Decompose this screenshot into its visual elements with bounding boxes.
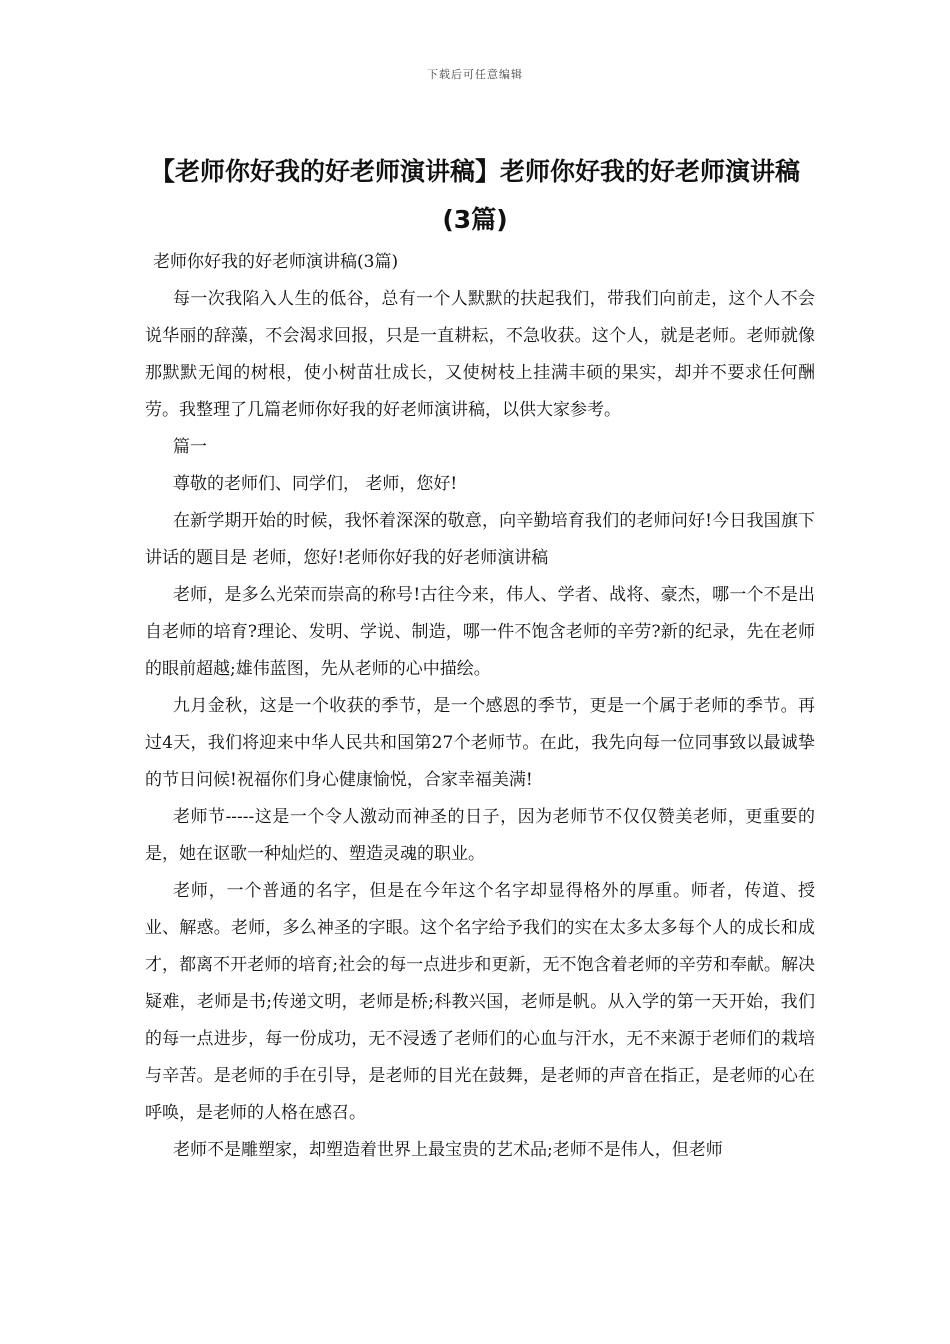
- header-note: 下载后可任意编辑: [427, 68, 523, 81]
- document-body: [145, 244, 815, 1169]
- paragraph: 在新学期开始的时候，我怀着深深的敬意，向辛勤培育我们的老师问好!今日我国旗下讲话的题目是 老师，您好!老师你好我的好老师演讲稿: [145, 511, 815, 568]
- paragraph-salutation: 尊敬的老师们、同学们， 老师，您好!: [173, 474, 458, 494]
- paragraph: 老师，是多么光荣而崇高的称号!古往今来，伟人、学者、战将、豪杰，哪一个不是出自老师的培育?理论、发明、学说、制造，哪一件不饱含老师的辛劳?新的纪录，先在老师的眼前超越;雄伟蓝图，先从老师的心中描绘。: [145, 585, 815, 679]
- paragraph: 老师，一个普通的名字，但是在今年这个名字却显得格外的厚重。师者，传道、授业、解惑。老师，多么神圣的字眼。这个名字给予我们的实在太多太多每个人的成长和成才，都离不开老师的培育;社会的每一点进步和更新，无不饱含着老师的辛劳和奉献。解决疑难，老师是书;传递文明，老师是桥;科教兴国，老师是帆。从入学的第一天开始，我们的每一点进步，每一份成功，无不浸透了老师们的心血与汗水，无不来源于老师们的栽培与辛苦。是老师的手在引导，是老师的目光在鼓舞，是老师的声音在指正，是老师的心在呼唤，是老师的人格在感召。: [145, 881, 815, 1123]
- paragraph-intro: 每一次我陷入人生的低谷，总有一个人默默的扶起我们，带我们向前走，这个人不会说华丽的辞藻，不会渴求回报，只是一直耕耘，不急收获。这个人，就是老师。老师就像那默默无闻的树根，使小树苗壮成长，又使树枝上挂满丰硕的果实，却并不要求任何酬劳。我整理了几篇老师你好我的好老师演讲稿，以供大家参考。: [145, 289, 815, 420]
- section-heading: 篇一: [173, 437, 207, 457]
- paragraph: 老师节-----这是一个令人激动而神圣的日子，因为老师节不仅仅赞美老师，更重要的是，她在讴歌一种灿烂的、塑造灵魂的职业。: [145, 807, 815, 864]
- document-title: 【老师你好我的好老师演讲稿】老师你好我的好老师演讲稿(3篇): [149, 157, 800, 234]
- paragraph: 九月金秋，这是一个收获的季节，是一个感恩的季节，更是一个属于老师的季节。再过4天，我们将迎来中华人民共和国第27个老师节。在此，我先向每一位同事致以最诚挚的节日问候!祝福你们身心健康愉悦，合家幸福美满!: [145, 696, 815, 790]
- paragraph: 老师不是雕塑家，却塑造着世界上最宝贵的艺术品;老师不是伟人，但老师: [173, 1140, 723, 1160]
- document-subtitle: 老师你好我的好老师演讲稿(3篇): [153, 252, 399, 272]
